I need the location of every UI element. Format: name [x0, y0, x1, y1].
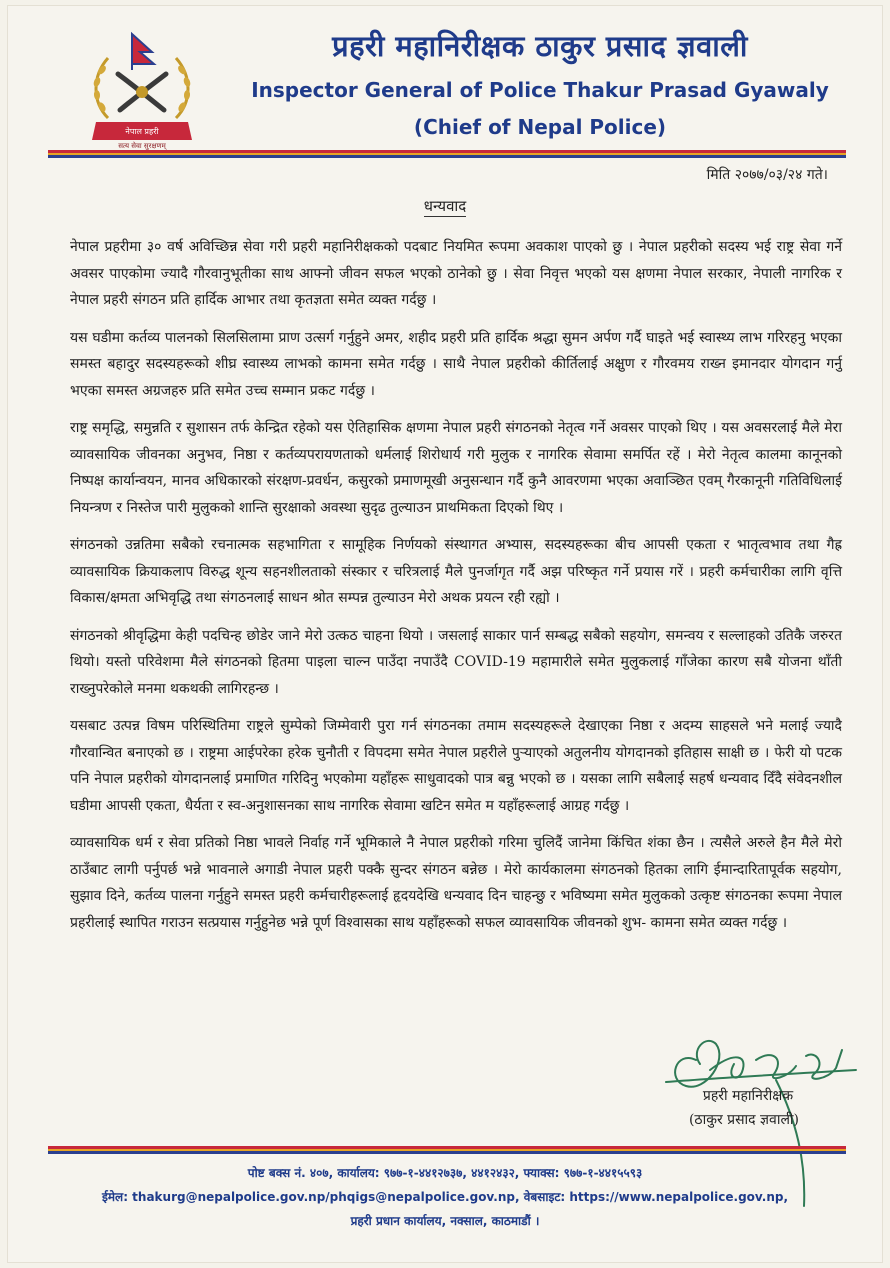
header-subtitle: (Chief of Nepal Police) — [413, 115, 667, 139]
logo-ribbon-top: नेपाल प्रहरी — [125, 127, 159, 136]
signatory-title: प्रहरी महानिरीक्षक — [702, 1088, 794, 1104]
paragraph: यसबाट उत्पन्न विषम परिस्थितिमा राष्ट्रले सुम्पेको जिम्मेवारी पुरा गर्न संगठनका तमाम सदस्यहरूले देखाएका निष्ठा र अदम्य साहसले भने मलाई ज्यादै गौरवान्वित बनाएको छ । राष्ट्रमा आईपरेका हरेक चुनौती र विपदमा समेत नेपाल प्रहरीले पुऱ्याएको अतुलनीय योगदानको इतिहास साक्षी छ । फेरी यो पटक पनि नेपाल प्रहरीको योगदानलाई प्रमाणित गरिदिनु भएकोमा यहाँहरू साधुवादको पात्र बन्नु भएको छ । यसका लागि सबैलाई सहर्ष धन्यवाद दिँदै संवेदनशील घडीमा आपसी एकता, धैर्यता र स्व-अनुशासनका साथ नागरिक सेवामा खटिन समेत म यहाँहरूलाई आग्रह गर्दछु । — [70, 718, 842, 814]
footer-divider — [48, 1146, 846, 1154]
logo-ribbon-bottom: सत्य सेवा सुरक्षणम् — [118, 142, 166, 150]
footer-address: प्रहरी प्रधान कार्यालय, नक्साल, काठमाडौं । — [350, 1214, 540, 1228]
letter-title-text: धन्यवाद — [423, 197, 467, 215]
footer-contact: पोष्ट बक्स नं. ४०७, कार्यालय: ९७७-१-४४१२७३७, ४४१२४३२, फ्याक्स: ९७७-१-४४१५५९३ — [247, 1166, 643, 1180]
paragraph: संगठनको श्रीवृद्धिमा केही पदचिन्ह छोडेर जाने मेरो उत्कठ चाहना थियो । जसलाई साकार पार्न सम्बद्ध सबैको सहयोग, समन्वय र सल्लाहको उतिकै जरुरत थियो। यस्तो परिवेशमा मैले संगठनको हितमा पाइला चाल्न पाउँदा नपाउँदै COVID-19 महामारीले समेत मुलुकलाई गाँजेका कारण सबै योजना थाँती राख्नुपरेकोले मनमा थकथकी लागिरहन्छ । — [70, 627, 842, 697]
paragraph: यस घडीमा कर्तव्य पालनको सिलसिलामा प्राण उत्सर्ग गर्नुहुने अमर, शहीद प्रहरी प्रति हार्दिक श्रद्धा सुमन अर्पण गर्दै घाइते भई स्वास्थ्य लाभ गरिरहनु भएका समस्त बहादुर सदस्यहरूको शीघ्र स्वास्थ्य लाभको कामना समेत गर्दछु । साथै नेपाल प्रहरीको कीर्तिलाई अक्षुण र गौरवमय राख्न इमानदार योगदान गर्नु भएका समस्त अग्रजहरु प्रति समेत उच्च सम्मान प्रकट गर्दछु । — [70, 329, 842, 399]
nepal-police-emblem-icon — [78, 30, 206, 150]
header-title-nepali: प्रहरी महानिरीक्षक ठाकुर प्रसाद ज्ञवाली — [332, 29, 748, 63]
paragraph: राष्ट्र समृद्धि, समुन्नति र सुशासन तर्फ केन्द्रित रहेको यस ऐतिहासिक क्षणमा नेपाल प्रहरी संगठनको नेतृत्व गर्ने अवसर पाएको थिए । यस अवसरलाई मैले मेरा व्यावसायिक जीवनका अनुभव, निष्ठा र कर्तव्यपरायणताको धर्मलाई शिरोधार्य गरी मुलुक र नागरिक सेवामा समर्पित रहें । मेरो नेतृत्व कालमा कानूनको निष्पक्ष कार्यान्वयन, मानव अधिकारको संरक्षण-प्रवर्धन, कसुरको प्रमाणमूखी अनुसन्धान गर्दै कुनै आवरणमा भएका अवाञ्छित एवम् गैरकानूनी गतिविधिलाई नियन्त्रण र निस्तेज पारी मुलुकको शान्ति सुरक्षाको अवस्था सुदृढ तुल्याउन प्राथमिकता दिएको थिए । — [70, 420, 842, 516]
letter-title — [0, 196, 890, 216]
paragraph: नेपाल प्रहरीमा ३० वर्ष अविच्छिन्न सेवा गरी प्रहरी महानिरीक्षकको पदबाट नियमित रूपमा अवकाश पाएको छु । नेपाल प्रहरीको सदस्य भई राष्ट्र सेवा गर्ने अवसर पाएकोमा ज्यादै गौरवानुभूतीका साथ आफ्नो जीवन सफल भएको ठानेको छु । सेवा निवृत्त भएको यस क्षणमा नेपाल सरकार, नेपाली नागरिक र नेपाल प्रहरी संगठन प्रति हार्दिक आभार तथा कृतज्ञता समेत व्यक्त गर्दछु । — [70, 239, 842, 308]
signatory-name: (ठाकुर प्रसाद ज्ञवाली) — [688, 1112, 800, 1128]
paragraph: व्यावसायिक धर्म र सेवा प्रतिको निष्ठा भावले निर्वाह गर्ने भूमिकाले नै नेपाल प्रहरीको गरिमा चुलिदैं जानेमा किंचित शंका छैन । त्यसैले अरुले हैन मैले मेरो ठाउँबाट लागी पर्नुपर्छ भन्ने भावनाले अगाडी नेपाल प्रहरी पक्कै सुन्दर संगठन बन्नेछ । मेरो कार्यकालमा संगठनको हितका लागि ईमान्दारितापूर्वक सहयोग, सुझाव दिने, कर्तव्य पालना गर्नुहुने समस्त प्रहरी कर्मचारीहरूलाई हृदयदेखि धन्यवाद दिन चाहन्छु र भविष्यमा समेत मुलुकको उत्कृष्ट संगठनका रूपमा नेपाल प्रहरीलाई स्थापित गराउन सत्प्रयास गर्नुहुनेछ भन्ने पूर्ण विश्वासका साथ यहाँहरूको सफल व्यावसायिक जीवनको शुभ- कामना समेत व्यक्त गर्दछु । — [70, 835, 842, 931]
header-divider — [48, 150, 846, 158]
footer-email-web: ईमेल: thakurg@nepalpolice.gov.np/phqigs@nepalpolice.gov.np, वेबसाइट: https://www.nepalpolice.gov.np, — [101, 1190, 789, 1204]
letter-date: मिति २०७७/०३/२४ गते। — [706, 167, 828, 183]
paragraph: संगठनको उन्नतिमा सबैको रचनात्मक सहभागिता र सामूहिक निर्णयको संस्थागत अभ्यास, सदस्यहरूका बीच आपसी एकता र भातृत्वभाव तथा गैह्र व्यावसायिक क्रियाकलाप विरुद्ध शून्य सहनशीलताको संस्कार र चरित्रलाई मैले पुनर्जागृत गर्दै अझ परिष्कृत गर्ने प्रयास गरें । प्रहरी कर्मचारीका लागि वृत्ति विकास/क्षमता अभिवृद्धि तथा संगठनलाई साधन श्रोत सम्पन्न तुल्याउन मेरो अथक प्रयत्न रही रह्यो । — [70, 537, 842, 606]
letter-body — [70, 234, 842, 947]
header-title-english: Inspector General of Police Thakur Prasad Gyawaly — [251, 78, 829, 102]
